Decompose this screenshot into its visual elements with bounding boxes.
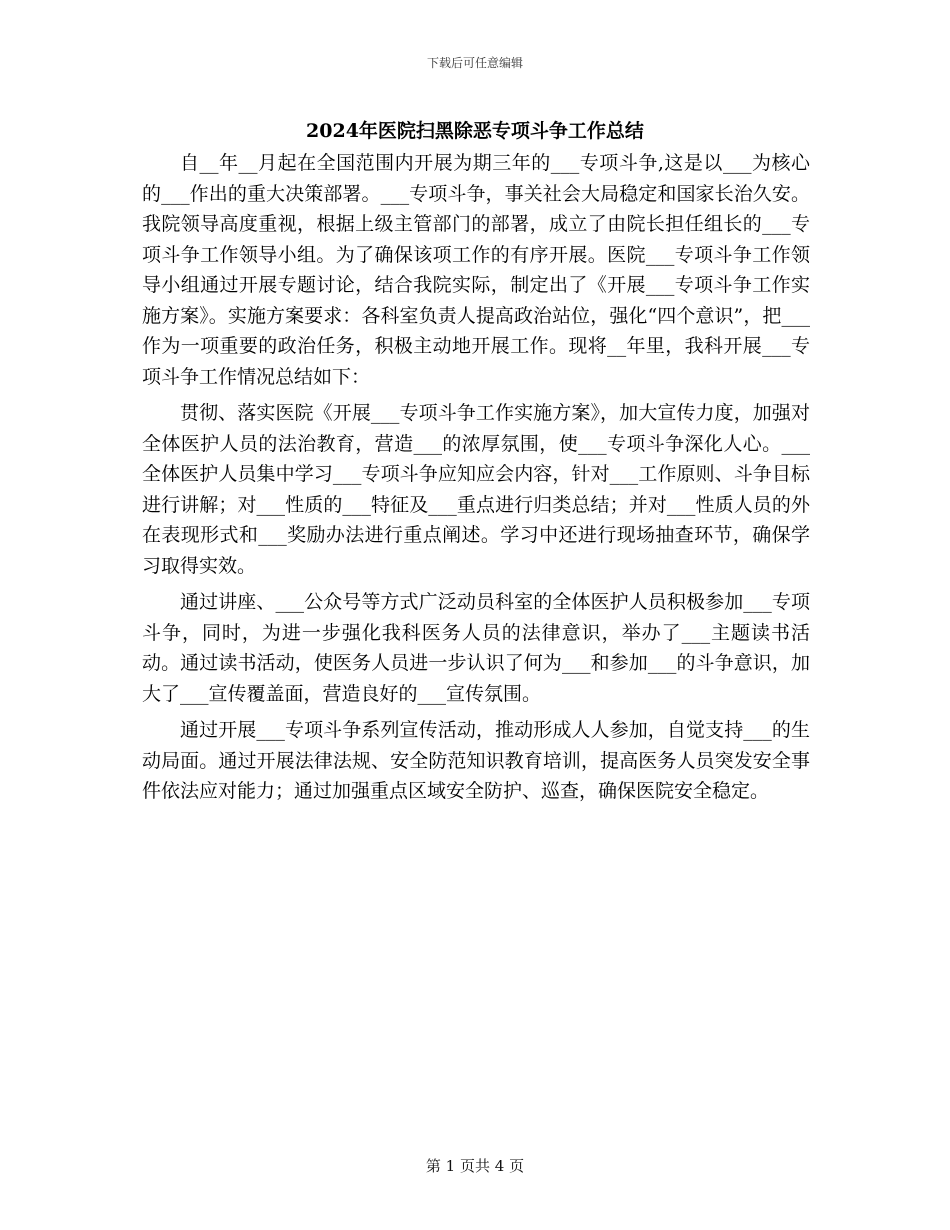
document-body — [142, 148, 810, 813]
paragraph-4: 通过开展___专项斗争系列宣传活动，推动形成人人参加，自觉支持___的生动局面。通过开展法律法规、安全防范知识教育培训，提高医务人员突发安全事件依法应对能力；通过加强重点区域安全防护、巡查，确保医院安全稳定。 — [142, 719, 810, 802]
paragraph-1: 自__年__月起在全国范围内开展为期三年的___专项斗争,这是以___为核心的___作出的重大决策部署。___专项斗争，事关社会大局稳定和国家长治久安。我院领导高度重视，根据上级主管部门的部署，成立了由院长担任组长的___专项斗争工作领导小组。为了确保该项工作的有序开展。医院___专项斗争工作领导小组通过开展专题讨论，结合我院实际，制定出了《开展___专项斗争工作实施方案》。实施方案要求：各科室负责人提高政治站位，强化“四个意识”，把___作为一项重要的政治任务，积极主动地开展工作。现将__年里，我科开展___专项斗争工作情况总结如下： — [142, 152, 810, 388]
paragraph-2: 贯彻、落实医院《开展___专项斗争工作实施方案》，加大宣传力度，加强对全体医护人员的法治教育，营造___的浓厚氛围，使___专项斗争深化人心。___全体医护人员集中学习___专项斗争应知应会内容，针对___工作原则、斗争目标进行讲解；对___性质的___特征及___重点进行归类总结；并对___性质人员的外在表现形式和___奖励办法进行重点阐述。学习中还进行现场抽查环节，确保学习取得实效。 — [142, 402, 810, 577]
paragraph-3: 通过讲座、___公众号等方式广泛动员科室的全体医护人员积极参加___专项斗争，同时，为进一步强化我科医务人员的法律意识，举办了___主题读书活动。通过读书活动，使医务人员进一步认识了何为___和参加___的斗争意识，加大了___宣传覆盖面，营造良好的___宣传氛围。 — [142, 591, 810, 705]
document-title: 2024年医院扫黑除恶专项斗争工作总结 — [306, 120, 644, 142]
page-footer: 第 1 页共 4 页 — [425, 1157, 525, 1175]
header-note: 下载后可任意编辑 — [426, 56, 523, 70]
